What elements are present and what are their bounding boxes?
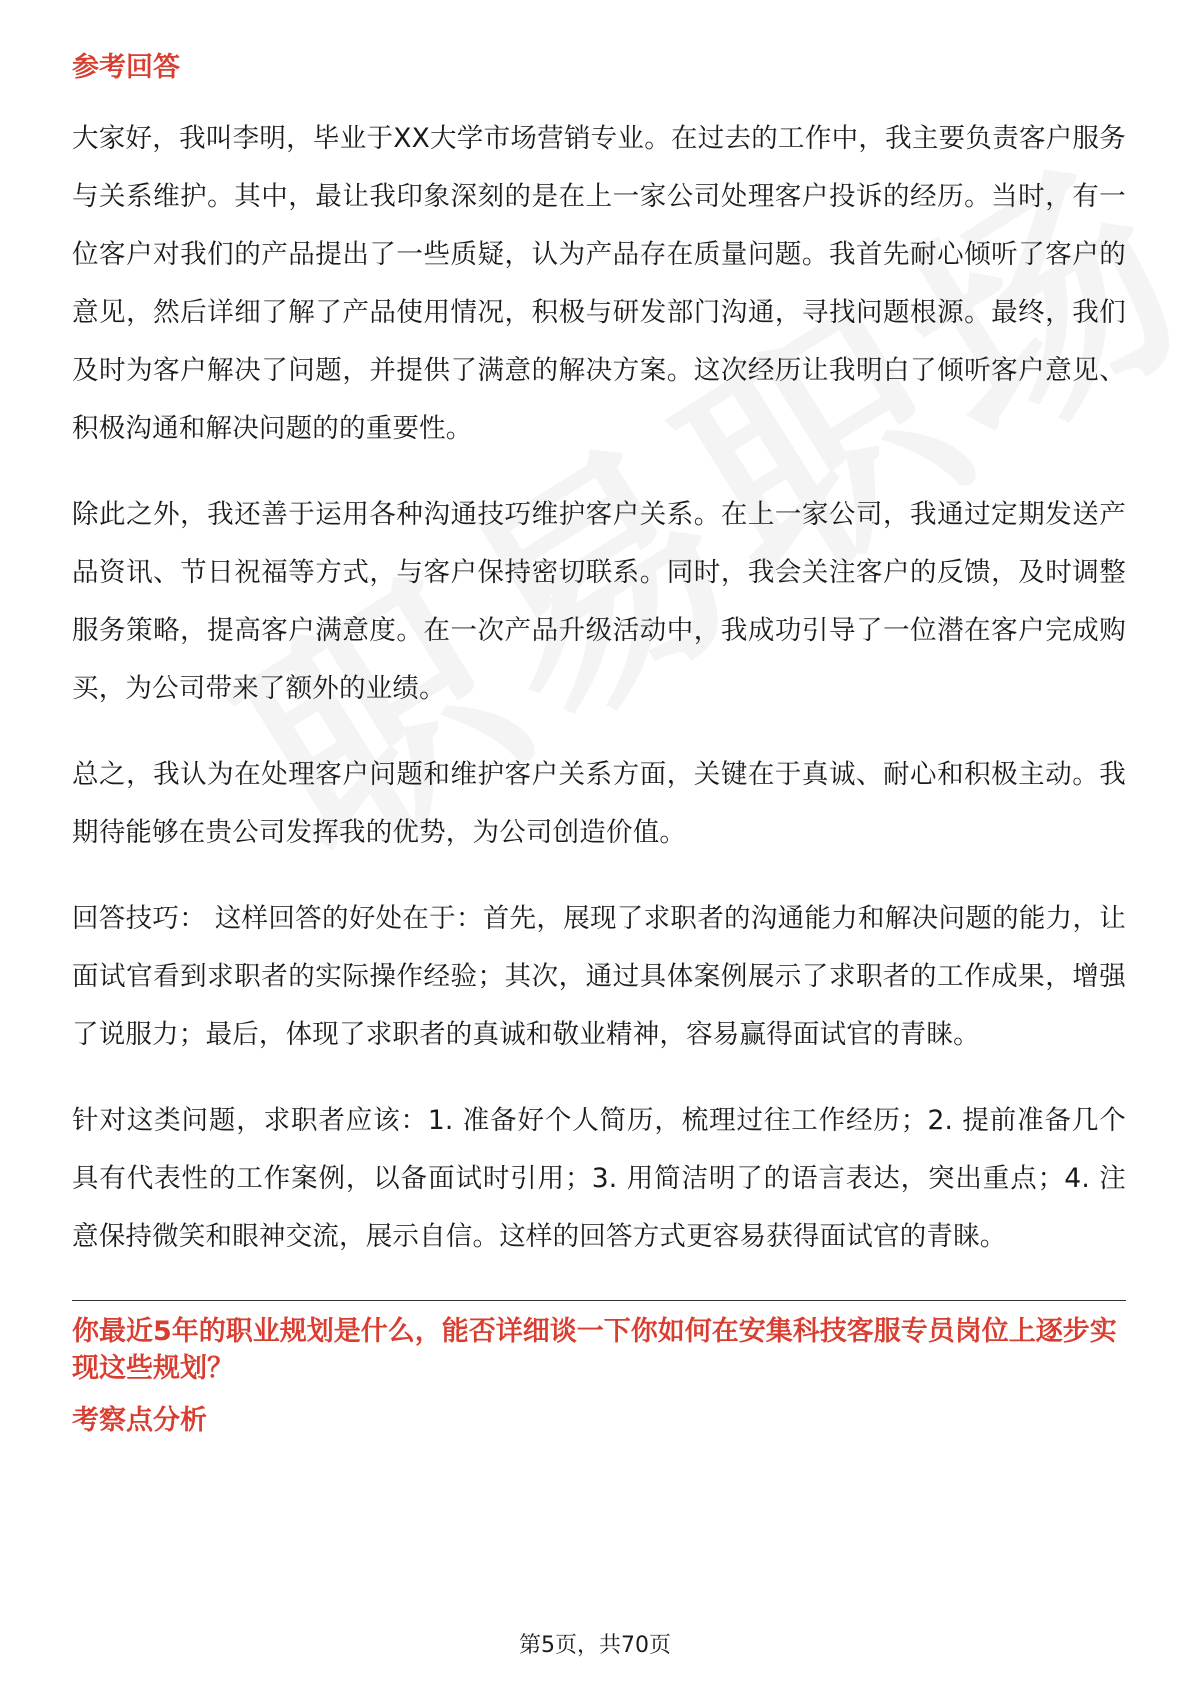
analysis-heading: 考察点分析 (72, 1405, 207, 1436)
page-content (72, 48, 1126, 1441)
reference-answer-heading: 参考回答 (72, 52, 180, 83)
answer-paragraph-1: 大家好，我叫李明，毕业于XX大学市场营销专业。在过去的工作中，我主要负责客户服务与关系维护。其中，最让我印象深刻的是在上一家公司处理客户投诉的经历。当时，有一位客户对我们的产品提出了一些质疑，认为产品存在质量问题。我首先耐心倾听了客户的意见，然后详细了解了产品使用情况，积极与研发部门沟通，寻找问题根源。最终，我们及时为客户解决了问题，并提供了满意的解决方案。这次经历让我明白了倾听客户意见、积极沟通和解决问题的的重要性。 (72, 123, 1126, 444)
page-footer: 第5页，共70页 (519, 1633, 671, 1658)
answer-paragraph-3: 总之，我认为在处理客户问题和维护客户关系方面，关键在于真诚、耐心和积极主动。我期待能够在贵公司发挥我的优势，为公司创造价值。 (72, 759, 1126, 848)
next-question-heading: 你最近5年的职业规划是什么，能否详细谈一下你如何在安集科技客服专员岗位上逐步实现这些规划？ (72, 1316, 1117, 1384)
answer-tips-paragraph: 回答技巧： 这样回答的好处在于：首先，展现了求职者的沟通能力和解决问题的能力，让面试官看到求职者的实际操作经验；其次，通过具体案例展示了求职者的工作成果，增强了说服力；最后，体现了求职者的真诚和敬业精神，容易赢得面试官的青睐。 (72, 903, 1126, 1050)
answer-paragraph-2: 除此之外，我还善于运用各种沟通技巧维护客户关系。在上一家公司，我通过定期发送产品资讯、节日祝福等方式，与客户保持密切联系。同时，我会关注客户的反馈，及时调整服务策略，提高客户满意度。在一次产品升级活动中，我成功引导了一位潜在客户完成购买，为公司带来了额外的业绩。 (72, 499, 1126, 704)
advice-paragraph: 针对这类问题，求职者应该：1. 准备好个人简历，梳理过往工作经历；2. 提前准备几个具有代表性的工作案例，以备面试时引用；3. 用简洁明了的语言表达，突出重点；4. 注意保持微笑和眼神交流，展示自信。这样的回答方式更容易获得面试官的青睐。 (72, 1105, 1126, 1252)
